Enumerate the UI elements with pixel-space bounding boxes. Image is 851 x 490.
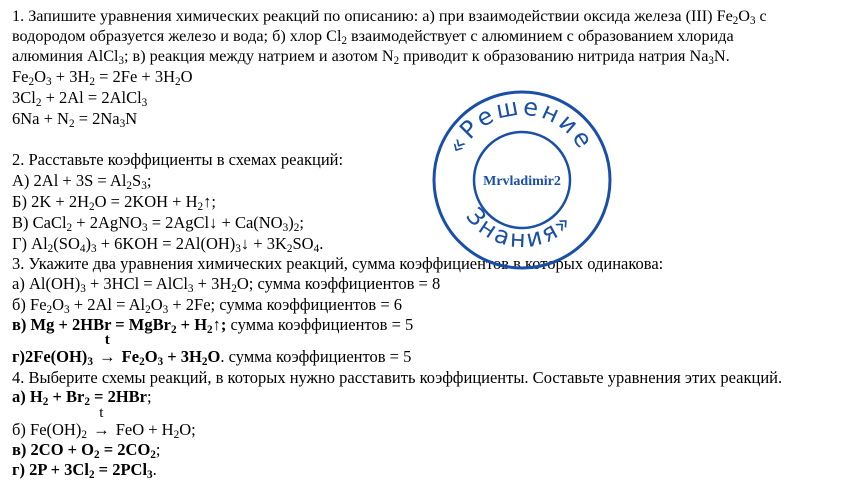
task3-item-a: а) $Al(OH)_3 + 3HCl$ = AlCl$_3$ + $3H_2O$; сумма коэффициентов = 8	[12, 274, 441, 295]
task4-item-d: г) $2P + 3Cl_2 = 2PCl_3$.	[12, 460, 157, 481]
answer-equation-2: $3Cl_2 + 2Al$ = 2AlCl$_3$	[12, 88, 148, 109]
stamp-arc-bottom: Знания»	[460, 202, 579, 254]
task1-line3: алюминия AlCl$_3$; в) реакция между натрием и азотом $N_2$ приводит к образованию нитрида натрия $Na_3N$.	[12, 47, 730, 67]
task2-item-a: А) $2Al + 3S = Al_2S_3$;	[12, 171, 152, 192]
answer-equation-1: $Fe_2O_3 + 3H_2 = 2Fe + 3H_2O$	[12, 67, 193, 88]
task3-item-d: $г)2Fe(OH)_3$ t → $Fe_2O_3 + 3H_2O$. сумма коэффициентов = 5	[12, 332, 412, 368]
task2-item-c: В) CaCl$_2$ + 2AgNO$_3$ = 2AgCl↓ + $Ca(NO_3)_2$;	[12, 213, 304, 234]
task3-item-c: в) Mg + 2HBr = MgBr$_2$ + $H_2↑$; сумма коэффициентов = 5	[12, 315, 414, 336]
reaction-arrow: t →	[99, 332, 116, 366]
task3-item-b: б) $Fe_2O_3 + 2Al = Al_2O_3 + 2Fe$; сумма коэффициентов = 6	[12, 295, 403, 316]
task4-item-a: а) $H_2 + Br_2 = 2HBr$;	[12, 387, 152, 408]
stamp-center-text: Mrvladimir2	[483, 174, 561, 189]
task2-item-d: Г) $Al_2(SO_4)_3 + 6KOH$ = $2Al(OH)_3↓ + 3K_2SO_4$.	[12, 234, 324, 255]
heat-label: t	[104, 332, 110, 348]
task1-line2: водородом образуется железо и вода; б) хлор $Cl_2$ взаимодействует с алюминием с образованием хлорида	[12, 27, 734, 47]
task2-item-b: Б) $2K + 2H_2O = 2KOH$ + $H_2↑$;	[12, 192, 216, 213]
heat-label: t	[99, 405, 104, 421]
reaction-arrow: t →	[93, 405, 110, 439]
task1-line1: 1. Запишите уравнения химических реакций по описанию: а) при взаимодействии оксида железа (III) $Fe_2O_3$ с	[12, 7, 767, 27]
watermark-stamp	[427, 85, 617, 275]
stamp-arc-top: «Решение	[441, 92, 600, 159]
task3-heading: 3. Укажите два уравнения химических реакций, сумма коэффициентов в которых одинакова:	[12, 254, 664, 273]
task2-heading: 2. Расставьте коэффициенты в схемах реакций:	[12, 150, 344, 169]
answer-equation-3: $6Na + N_2 = 2Na_3N$	[12, 109, 138, 130]
task4-heading: 4. Выберите схемы реакций, в которых нужно расставить коэффициенты. Составьте уравнения этих реакций.	[12, 368, 783, 387]
task4-item-c: в) $2CO + O_2 = 2CO_2$;	[12, 440, 161, 461]
task4-item-b: б) $Fe(OH)_2$ t → FeO + $H_2O$;	[12, 405, 196, 441]
